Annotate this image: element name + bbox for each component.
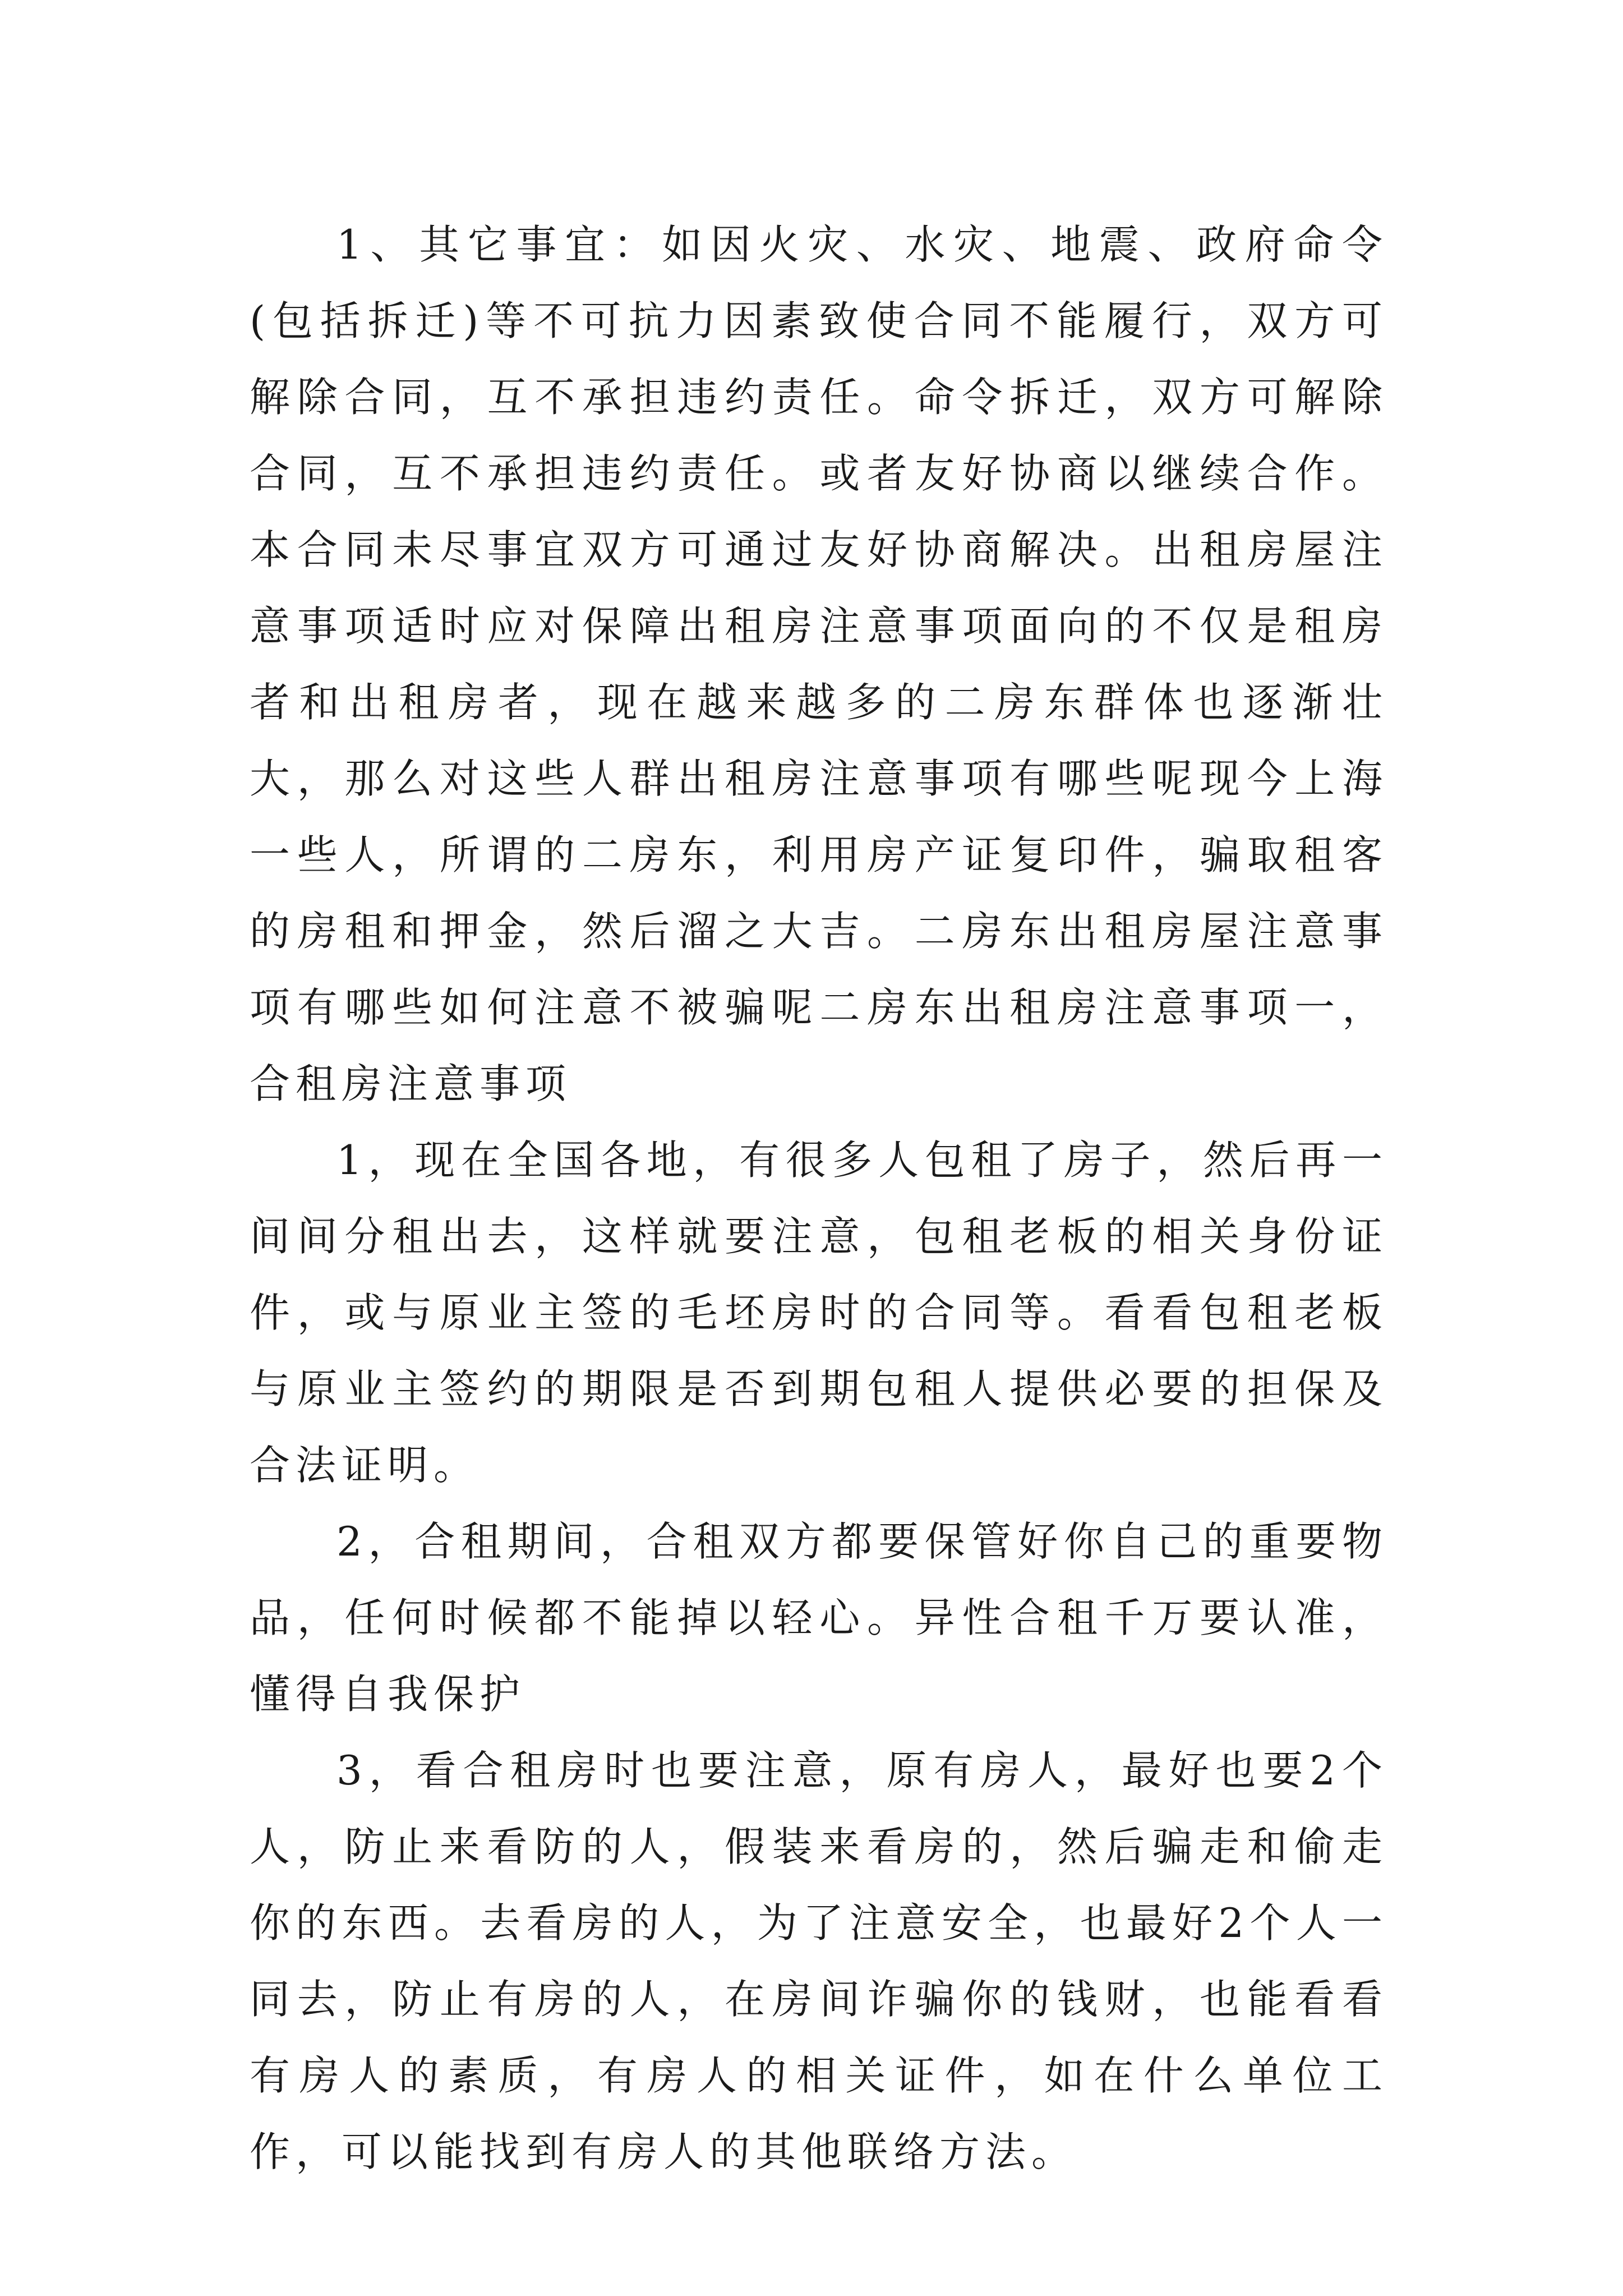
paragraph-item-2: 2，合租期间，合租双方都要保管好你自己的重要物品，任何时候都不能掉以轻心。异性合租千万要认准，懂得自我保护 [250, 1518, 1388, 1718]
document-body [250, 206, 1388, 2190]
paragraph-item-1: 1，现在全国各地，有很多人包租了房子，然后再一间间分租出去，这样就要注意，包租老板的相关身份证件，或与原业主签的毛坯房时的合同等。看看包租老板与原业主签约的期限是否到期包租人提供必要的担保及合法证明。 [250, 1137, 1388, 1489]
paragraph-item-3: 3，看合租房时也要注意，原有房人，最好也要2个人，防止来看防的人，假装来看房的，然后骗走和偷走你的东西。去看房的人，为了注意安全，也最好2个人一同去，防止有房的人，在房间诈骗你的钱财，也能看看有房人的素质，有房人的相关证件，如在什么单位工作，可以能找到有房人的其他联络方法。 [250, 1747, 1388, 2175]
paragraph-other-matters: 1、其它事宜：如因火灾、水灾、地震、政府命令(包括拆迁)等不可抗力因素致使合同不能履行，双方可解除合同，互不承担违约责任。命令拆迁，双方可解除合同，互不承担违约责任。或者友好协商以继续合作。本合同未尽事宜双方可通过友好协商解决。出租房屋注意事项适时应对保障出租房注意事项面向的不仅是租房者和出租房者，现在越来越多的二房东群体也逐渐壮大，那么对这些人群出租房注意事项有哪些呢现今上海一些人，所谓的二房东，利用房产证复印件，骗取租客的房租和押金，然后溜之大吉。二房东出租房屋注意事项有哪些如何注意不被骗呢二房东出租房注意事项一，合租房注意事项 [250, 221, 1388, 1107]
